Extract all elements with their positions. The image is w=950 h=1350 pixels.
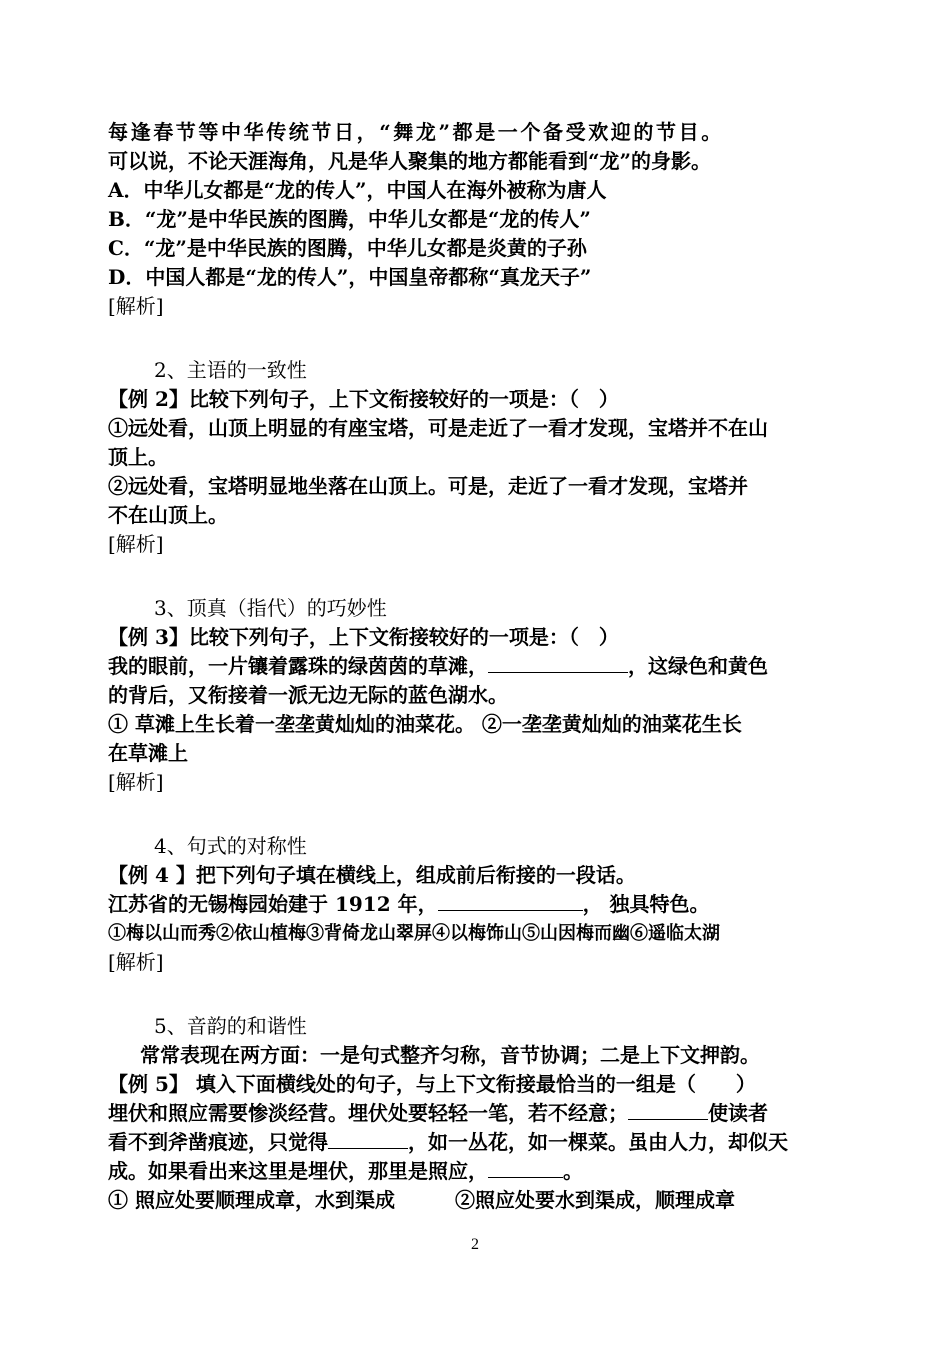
section-heading: 5、音韵的和谐性 bbox=[154, 1014, 307, 1038]
analysis-label: [解析] bbox=[108, 950, 164, 974]
example-2-prompt bbox=[108, 385, 848, 414]
example-5-body-line-3 bbox=[108, 1157, 848, 1186]
analysis-label: [解析] bbox=[108, 770, 164, 794]
intro-line-1: 每逢春节等中华传统节日，“舞龙”都是一个备受欢迎的节目。 bbox=[108, 120, 724, 144]
spacer bbox=[108, 559, 848, 594]
option-d: D．中国人都是“龙的传人”，中国皇帝都称“真龙天子” bbox=[108, 265, 592, 289]
example-tag: 【例 5】 bbox=[108, 1072, 189, 1096]
fill-in-blank bbox=[438, 890, 583, 911]
spacer bbox=[108, 797, 848, 832]
fill-in-blank bbox=[628, 1099, 708, 1120]
body-text: 埋伏和照应需要惨淡经营。埋伏处要轻轻一笔，若不经意； bbox=[108, 1101, 628, 1125]
section-heading: 4、句式的对称性 bbox=[154, 834, 307, 858]
body-text: 使读者 bbox=[708, 1101, 768, 1125]
example-2-option-2-line-2: 不在山顶上。 bbox=[108, 503, 228, 527]
example-3-options-line-1: ① 草滩上生长着一垄垄黄灿灿的油菜花。 ②一垄垄黄灿灿的油菜花生长 bbox=[108, 712, 742, 736]
option-b: B．“龙”是中华民族的图腾，中华儿女都是“龙的传人” bbox=[108, 207, 591, 231]
fill-in-blank bbox=[488, 1157, 563, 1178]
analysis-label: [解析] bbox=[108, 532, 164, 556]
example-3-body-line-1 bbox=[108, 652, 848, 681]
section-5-description: 常常表现在两方面：一是句式整齐匀称，音节协调；二是上下文押韵。 bbox=[140, 1043, 760, 1067]
example-2-option-1-line-1: ①远处看，山顶上明显的有座宝塔，可是走近了一看才发现，宝塔并不在山 bbox=[108, 416, 768, 440]
spacer bbox=[108, 321, 848, 356]
example-5-body-line-2 bbox=[108, 1128, 848, 1157]
example-5-prompt bbox=[108, 1070, 848, 1099]
intro-line-2: 可以说，不论天涯海角，凡是华人聚集的地方都能看到“龙”的身影。 bbox=[108, 149, 712, 173]
example-tag: 【例 4 】 bbox=[108, 863, 196, 887]
analysis-label: [解析] bbox=[108, 294, 164, 318]
example-2-option-1-line-2: 顶上。 bbox=[108, 445, 168, 469]
example-4-options: ①梅以山而秀②依山植梅③背倚龙山翠屏④以梅饰山⑤山因梅而幽⑥遥临太湖 bbox=[108, 923, 720, 944]
example-text: 填入下面横线处的句子，与上下文衔接最恰当的一组是（ ） bbox=[188, 1072, 756, 1096]
document-page bbox=[108, 118, 848, 1215]
example-text: 比较下列句子，上下文衔接较好的一项是：（ ） bbox=[188, 625, 619, 649]
example-5-body-line-1 bbox=[108, 1099, 848, 1128]
example-5-options: ① 照应处要顺理成章，水到渠成 ②照应处要水到渠成，顺理成章 bbox=[108, 1188, 735, 1212]
example-2-option-2-line-1: ②远处看，宝塔明显地坐落在山顶上。可是，走近了一看才发现，宝塔并 bbox=[108, 474, 748, 498]
body-text: 成。如果看出来这里是埋伏，那里是照应， bbox=[108, 1159, 488, 1183]
example-3-options-line-2: 在草滩上 bbox=[108, 741, 188, 765]
body-text: ，如一丛花，如一棵菜。虽由人力，却似天 bbox=[408, 1130, 788, 1154]
body-text: ， 独具特色。 bbox=[582, 892, 710, 916]
fill-in-blank bbox=[328, 1128, 408, 1149]
section-heading: 2、主语的一致性 bbox=[154, 358, 307, 382]
body-text: 。 bbox=[563, 1159, 583, 1183]
example-3-body-line-2: 的背后，又衔接着一派无边无际的蓝色湖水。 bbox=[108, 683, 508, 707]
example-4-body bbox=[108, 890, 848, 919]
example-tag: 【例 3】 bbox=[108, 625, 189, 649]
option-a: A．中华儿女都是“龙的传人”，中国人在海外被称为唐人 bbox=[108, 178, 607, 202]
body-text: 看不到斧凿痕迹，只觉得 bbox=[108, 1130, 328, 1154]
body-text: 我的眼前，一片镶着露珠的绿茵茵的草滩， bbox=[108, 654, 488, 678]
fill-in-blank bbox=[488, 652, 628, 673]
example-text: 比较下列句子，上下文衔接较好的一项是：（ ） bbox=[188, 387, 619, 411]
example-4-prompt bbox=[108, 861, 848, 890]
example-3-prompt bbox=[108, 623, 848, 652]
body-text: ，这绿色和黄色 bbox=[628, 654, 768, 678]
example-text: 把下列句子填在横线上，组成前后衔接的一段话。 bbox=[195, 863, 636, 887]
body-text: 江苏省的无锡梅园始建于 1912 年， bbox=[108, 892, 438, 916]
spacer bbox=[108, 977, 848, 1012]
section-heading: 3、顶真（指代）的巧妙性 bbox=[154, 596, 387, 620]
option-c: C．“龙”是中华民族的图腾，中华儿女都是炎黄的子孙 bbox=[108, 236, 587, 260]
example-tag: 【例 2】 bbox=[108, 387, 189, 411]
page-number: 2 bbox=[471, 1236, 479, 1253]
